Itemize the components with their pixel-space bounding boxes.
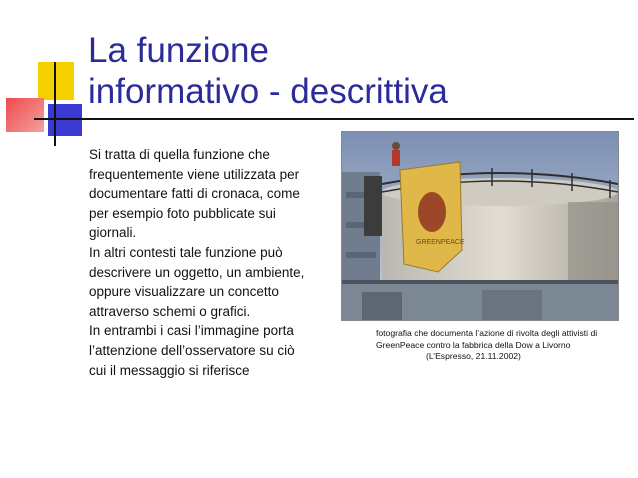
body-line: l’attenzione dell’osservatore su ciò	[89, 342, 295, 358]
caption-source: (L’Espresso, 21.11.2002)	[426, 351, 521, 361]
body-line: descrivere un oggetto, un ambiente,	[89, 264, 305, 280]
protest-photo	[341, 131, 619, 321]
decor-yellow-square	[38, 62, 74, 100]
body-line: per esempio foto pubblicate sui	[89, 205, 276, 221]
title-line-2: informativo - descrittiva	[88, 72, 448, 111]
decor-red-square	[6, 98, 44, 132]
photo-caption	[376, 328, 626, 363]
body-line: Si tratta di quella funzione che	[89, 147, 270, 162]
body-line: In entrambi i casi l’immagine porta	[89, 323, 294, 339]
title-line-1: La funzione	[88, 31, 269, 70]
title-divider-line	[34, 118, 634, 120]
slide-body-text	[89, 145, 339, 380]
banner-text: GREENPEACE	[416, 239, 465, 246]
decor-vertical-line	[54, 62, 56, 146]
slide-title	[88, 30, 448, 112]
body-line: In altri contesti tale funzione può	[89, 244, 283, 260]
body-line: giornali.	[89, 225, 137, 241]
body-line: documentare fatti di cronaca, come	[89, 186, 300, 202]
body-line: frequentemente viene utilizzata per	[89, 166, 300, 182]
body-line: attraverso schemi o grafici.	[89, 303, 251, 319]
caption-line-2: GreenPeace contro la fabbrica della Dow a Livorno	[376, 339, 571, 350]
caption-line-1: fotografia che documenta l’azione di rivolta degli attivisti di	[376, 328, 598, 338]
body-line: cui il messaggio si riferisce	[89, 362, 250, 378]
body-line: oppure visualizzare un concetto	[89, 284, 279, 300]
